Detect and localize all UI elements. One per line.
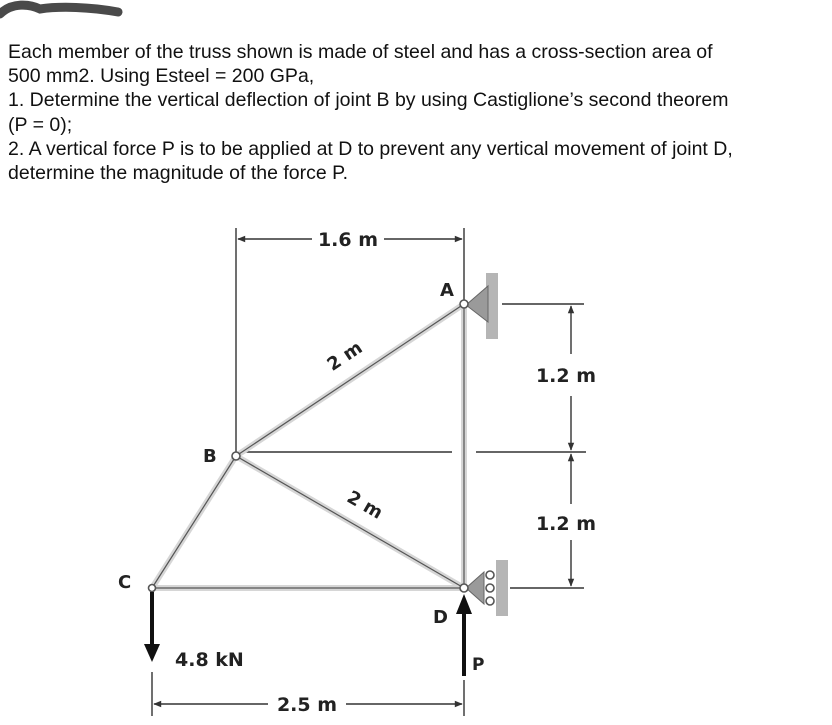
load-label-p: P bbox=[472, 655, 485, 675]
dim-label-right-lower: 1.2 m bbox=[535, 513, 597, 535]
dim-label-bottom: 2.5 m bbox=[276, 694, 338, 716]
member-outlines bbox=[152, 304, 464, 588]
problem-line-4: (P = 0); bbox=[8, 113, 73, 136]
joint-label-b: B bbox=[203, 446, 217, 467]
problem-line-5: 2. A vertical force P is to be applied at D to prevent any vertical movement of joint D, bbox=[8, 137, 733, 160]
truss-members bbox=[152, 304, 464, 588]
member-label-bd: 2 m bbox=[343, 486, 387, 524]
problem-line-6: determine the magnitude of the force P. bbox=[8, 162, 349, 185]
extension-lines bbox=[152, 228, 586, 716]
dim-label-right-upper: 1.2 m bbox=[535, 365, 597, 387]
dimension-lines bbox=[154, 239, 571, 704]
joints bbox=[149, 300, 469, 592]
dim-label-top: 1.6 m bbox=[317, 229, 379, 251]
problem-line-2: 500 mm2. Using Esteel = 200 GPa, bbox=[8, 65, 315, 88]
joint-c-pin bbox=[149, 585, 156, 592]
joint-d-pin bbox=[460, 584, 468, 592]
problem-line-3: 1. Determine the vertical deflection of joint B by using Castiglione’s second theorem bbox=[8, 89, 729, 112]
load-arrow-c-icon bbox=[144, 592, 160, 662]
pin-support-icon bbox=[466, 273, 498, 339]
joint-label-c: C bbox=[118, 572, 132, 593]
joint-label-a: A bbox=[440, 280, 454, 301]
load-label-c: 4.8 kN bbox=[175, 649, 244, 671]
load-arrow-p-icon bbox=[456, 594, 472, 676]
member-label-ab: 2 m bbox=[323, 337, 367, 376]
roller-support-icon bbox=[466, 560, 508, 616]
joint-b-pin bbox=[232, 452, 240, 460]
problem-line-1: Each member of the truss shown is made of steel and has a cross-section area of bbox=[8, 41, 713, 63]
joint-a-pin bbox=[460, 300, 468, 308]
joint-label-d: D bbox=[433, 607, 448, 628]
